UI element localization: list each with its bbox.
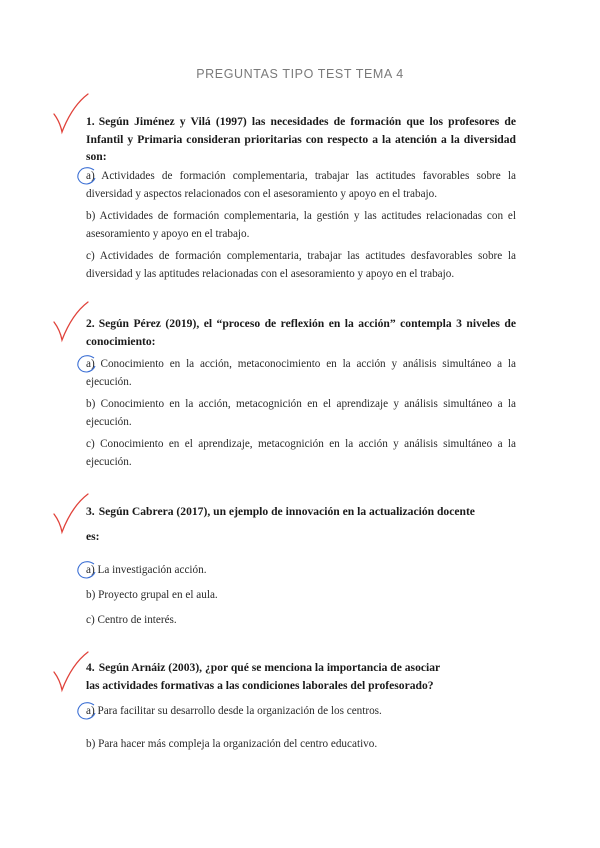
option-b[interactable]: b) Conocimiento en la acción, metacognición en el aprendizaje y análisis simultáneo a la ejecución. bbox=[86, 398, 516, 428]
option-c[interactable]: c) Actividades de formación complementaria, trabajar las actitudes desfavorables sobre la diversidad y las aptitudes relacionadas con el asesoramiento y apoyo en el trabajo. bbox=[86, 250, 516, 280]
question-1 bbox=[86, 113, 516, 166]
question-3-continuation: es: bbox=[86, 530, 100, 543]
question-text: Según Jiménez y Vilá (1997) las necesidades de formación que los profesores de Infantil y Primaria consideran prioritarias con respecto a la atención a la diversidad son: bbox=[86, 115, 516, 163]
option-c[interactable]: c) Centro de interés. bbox=[86, 614, 177, 626]
question-text: Según Pérez (2019), el “proceso de reflexión en la acción” contempla 3 niveles de conocimiento: bbox=[86, 317, 516, 348]
question-number: 3. bbox=[86, 505, 95, 518]
question-number: 1. bbox=[86, 115, 95, 128]
question-text: Según Arnáiz (2003), ¿por qué se menciona la importancia de asociar bbox=[98, 661, 441, 674]
option-b[interactable]: b) Proyecto grupal en el aula. bbox=[86, 589, 218, 601]
option-a[interactable]: a) La investigación acción. bbox=[86, 564, 207, 576]
question-4-continuation: las actividades formativas a las condiciones laborales del profesorado? bbox=[86, 679, 434, 692]
option-a[interactable]: a) Actividades de formación complementaria, trabajar las actitudes favorables sobre la diversidad y aspectos relacionados con el asesoramiento y apoyo en el trabajo. bbox=[86, 170, 516, 200]
question-4 bbox=[86, 659, 516, 677]
question-3 bbox=[86, 503, 516, 521]
question-2 bbox=[86, 315, 516, 350]
question-number: 2. bbox=[86, 317, 95, 330]
question-number: 4. bbox=[86, 661, 95, 674]
page-title: PREGUNTAS TIPO TEST TEMA 4 bbox=[196, 67, 404, 81]
option-a[interactable]: a) Conocimiento en la acción, metaconocimiento en la acción y análisis simultáneo a la ejecución. bbox=[86, 358, 516, 388]
option-b[interactable]: b) Actividades de formación complementaria, la gestión y las actitudes relacionadas con el asesoramiento y apoyo en el trabajo. bbox=[86, 210, 516, 240]
question-text: Según Cabrera (2017), un ejemplo de innovación en la actualización docente bbox=[98, 505, 475, 518]
option-b[interactable]: b) Para hacer más compleja la organización del centro educativo. bbox=[86, 738, 378, 750]
option-a[interactable]: a) Para facilitar su desarrollo desde la organización de los centros. bbox=[86, 705, 382, 717]
option-c[interactable]: c) Conocimiento en el aprendizaje, metacognición en la acción y análisis simultáneo a la ejecución. bbox=[86, 438, 516, 468]
